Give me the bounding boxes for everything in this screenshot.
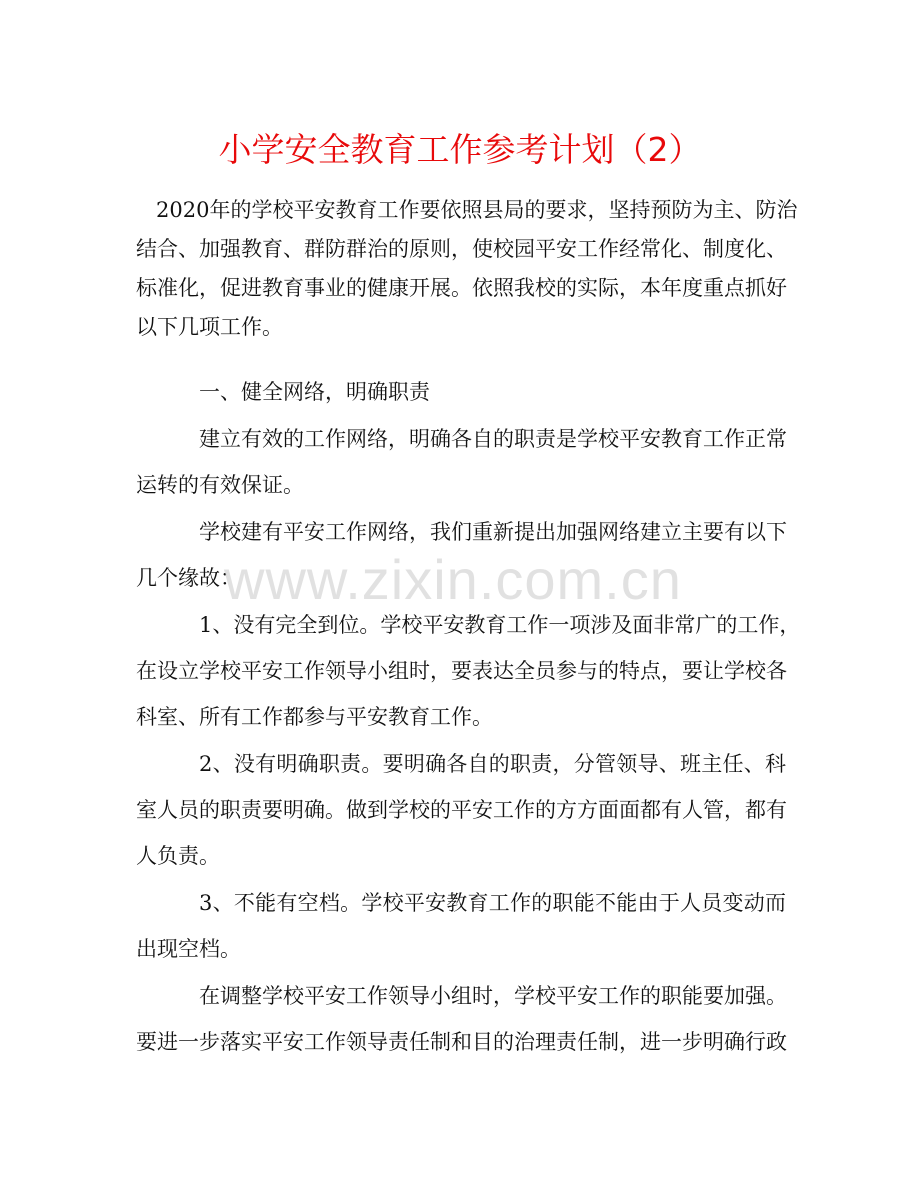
- text-line: 一、健全网络，明确职责: [199, 380, 430, 404]
- text-line: 建立有效的工作网络，明确各自的职责是学校平安教育工作正常: [199, 427, 787, 451]
- text-line: 出现空档。: [136, 937, 241, 961]
- text-line: 3、不能有空档。学校平安教育工作的职能不能由于人员变动而: [199, 891, 786, 915]
- text-line: 2020年的学校平安教育工作要依照县局的要求，坚持预防为主、防治: [156, 198, 798, 222]
- text-line: 2、没有明确职责。要明确各自的职责，分管领导、班主任、科: [199, 752, 786, 776]
- text-line: 学校建有平安工作网络，我们重新提出加强网络建立主要有以下: [199, 520, 787, 544]
- text-line: 以下几项工作。: [136, 315, 283, 339]
- document-title: 小学安全教育工作参考计划（2）: [218, 130, 702, 169]
- watermark: www.zixin.com.cn: [224, 548, 682, 611]
- text-line: 在设立学校平安工作领导小组时，要表达全员参与的特点，要让学校各: [136, 659, 787, 683]
- text-line: 科室、所有工作都参与平安教育工作。: [136, 705, 493, 729]
- text-line: 几个缘故：: [136, 566, 241, 590]
- text-line: 在调整学校平安工作领导小组时，学校平安工作的职能要加强。: [199, 984, 787, 1008]
- text-line: 人负责。: [136, 844, 220, 868]
- text-line: 结合、加强教育、群防群治的原则，使校园平安工作经常化、制度化、: [136, 237, 787, 261]
- text-line: 1、没有完全到位。学校平安教育工作一项涉及面非常广的工作，: [199, 613, 801, 637]
- text-line: 室人员的职责要明确。做到学校的平安工作的方方面面都有人管，都有: [136, 798, 787, 822]
- text-line: 运转的有效保证。: [136, 473, 304, 497]
- text-line: 要进一步落实平安工作领导责任制和目的治理责任制，进一步明确行政: [136, 1030, 787, 1054]
- text-line: 标准化，促进教育事业的健康开展。依照我校的实际，本年度重点抓好: [136, 276, 787, 300]
